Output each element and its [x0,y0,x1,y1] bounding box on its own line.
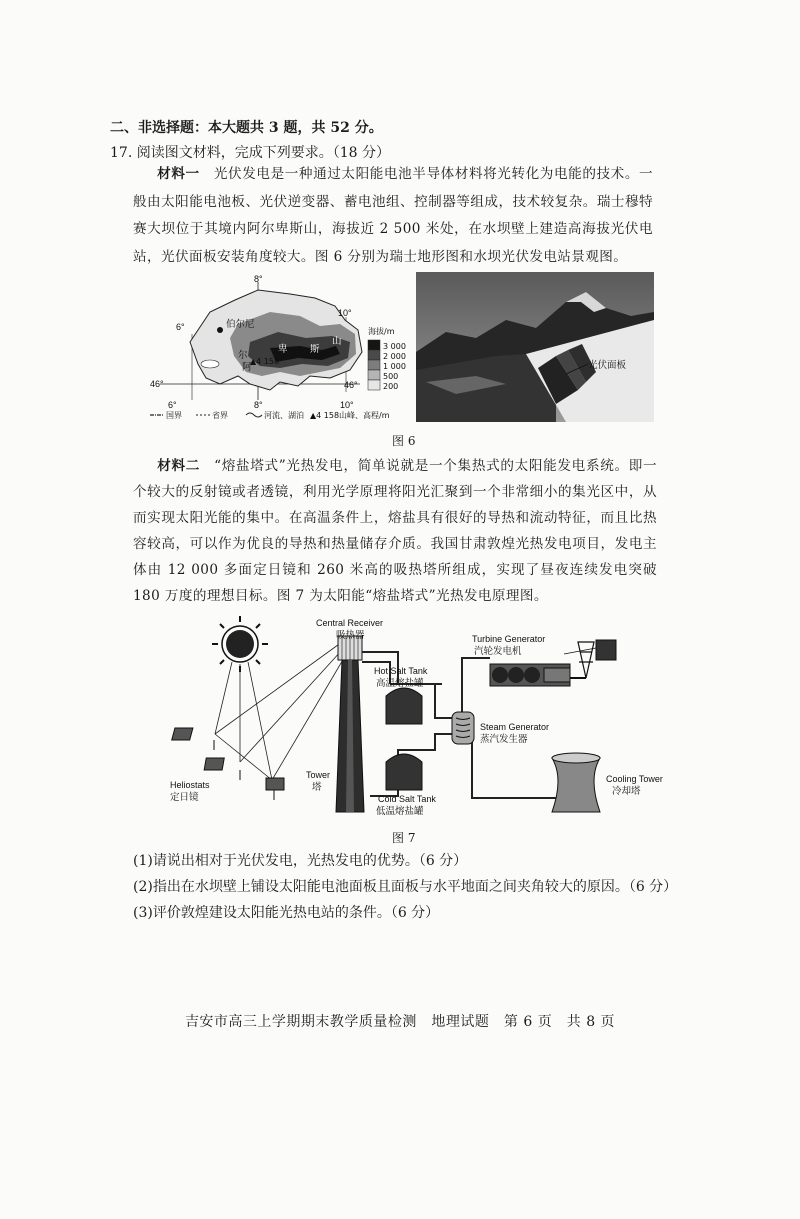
lon-6-top: 6° [176,322,185,332]
label-heliostats-en: Heliostats [170,780,210,790]
section-title: 二、非选择题：本大题共 3 题，共 52 分。 [110,120,383,136]
figure6-caption: 图 6 [392,434,416,448]
legend-border: 国界 [166,411,182,420]
label-steam-en: Steam Generator [480,722,550,732]
label-central-receiver-cn: 吸热器 [336,630,365,641]
material2-label: 材料二 [157,458,201,474]
label-alps-4: 斯 [310,344,320,355]
label-pv-panel: 光伏面板 [588,360,627,371]
peak-4158: ▲4 158 [250,357,280,366]
material1-label: 材料一 [157,166,200,182]
legend-200: 200 [383,382,399,391]
label-cooling-en: Cooling Tower [606,774,663,784]
legend-3000: 3 000 [383,342,406,351]
legend-peak: ▲4 158山峰、高程/m [310,411,390,420]
label-tower-cn: 塔 [312,782,322,793]
label-turbine-cn: 汽轮发电机 [474,646,522,657]
label-cooling-cn: 冷却塔 [612,786,641,797]
label-turbine-en: Turbine Generator [472,634,546,644]
question-3: (3)评价敦煌建设太阳能光热电站的条件。（6 分） [133,905,440,921]
lon-8-top: 8° [254,274,263,284]
material2-paragraph [133,453,657,609]
question-1: (1)请说出相对于光伏发电，光热发电的优势。（6 分） [133,853,468,869]
question-2: (2)指出在水坝壁上铺设太阳能电池面板且面板与水平地面之间夹角较大的原因。（6 分） [133,879,678,895]
lon-6-bottom: 6° [168,400,177,410]
sun-icon [212,616,268,672]
tower [336,636,364,812]
lon-8-bottom: 8° [254,400,263,410]
cold-salt-tank [386,754,422,790]
label-cold-tank-en: Cold Salt Tank [378,794,436,804]
material1-paragraph [133,161,653,271]
label-tower-en: Tower [306,770,331,780]
label-hot-tank-cn: 高温熔盐罐 [376,678,424,689]
legend-500: 500 [383,372,399,381]
label-alps-3: 卑 [278,344,288,355]
label-alps-2: 尔 [238,350,248,361]
label-bern: 伯尔尼 [226,319,255,330]
legend-river: 河流、湖泊 [264,411,304,420]
lat-46-left: 46° [150,379,164,389]
legend-swatch-200 [368,380,380,390]
label-cold-tank-cn: 低温熔盐罐 [376,806,424,817]
label-central-receiver-en: Central Receiver [316,618,384,628]
label-heliostats-cn: 定日镜 [170,792,199,803]
legend-swatch-500 [368,370,380,380]
elevation-legend [368,340,406,391]
legend-province: 省界 [212,411,228,420]
label-steam-cn: 蒸汽发生器 [480,734,528,745]
legend-1000: 1 000 [383,362,406,371]
label-hot-tank-en: Hot Salt Tank [374,666,428,676]
switzerland-terrain-map [150,272,412,422]
question-intro: 17. 阅读图文材料，完成下列要求。（18 分） [110,145,390,161]
hot-salt-tank [386,688,422,724]
legend-title: 海拔/m [368,327,395,336]
lat-46-right: 46° [344,380,358,390]
material1-text: 光伏发电是一种通过太阳能电池半导体材料将光转化为电能的技术。一般由太阳能电池板、光伏逆变器、蓄电池组、控制器等组成，技术较复杂。瑞士穆特赛大坝位于其境内阿尔卑斯山，海拔近 2 500 米处，在水坝壁上建造高海拔光伏电站，光伏面板安装角度较大。图 6 分别为瑞士地形图和水坝光伏发电站景观图。 [133,166,654,265]
label-alps-5: 山 [332,336,342,347]
figure7-caption: 图 7 [392,831,416,845]
cooling-tower [552,753,600,812]
material2-text: “熔盐塔式”光热发电，简单说就是一个集热式的太阳能发电系统。即一个较大的反射镜或者透镜，利用光学原理将阳光汇聚到一个非常细小的集光区中，从而实现太阳光能的集中。在高温条件上，熔盐具有很好的导热和流动特征，而且比热容较高，可以作为优良的导热和热量储存介质。我国甘肃敦煌光热发电项目，发电主体由 12 000 多面定日镜和 260 米高的吸热塔所组成，实现了昼夜连续发电突破 180 万度的理想目标。图 7 为太阳能“熔盐塔式”光热发电原理图。 [133,458,658,604]
legend-swatch-1000 [368,360,380,370]
legend-swatch-3000 [368,340,380,350]
legend-2000: 2 000 [383,352,406,361]
legend-swatch-2000 [368,350,380,360]
lon-10-bottom: 10° [340,400,354,410]
steam-generator [452,712,474,744]
lon-10-top: 10° [338,308,352,318]
page-footer: 吉安市高三上学期期末教学质量检测 地理试题 第 6 页 共 8 页 [184,1014,616,1030]
label-alps-1: 阿 [242,362,252,373]
solar-thermal-diagram [160,612,680,822]
dam-photovoltaic-photo [416,272,654,422]
